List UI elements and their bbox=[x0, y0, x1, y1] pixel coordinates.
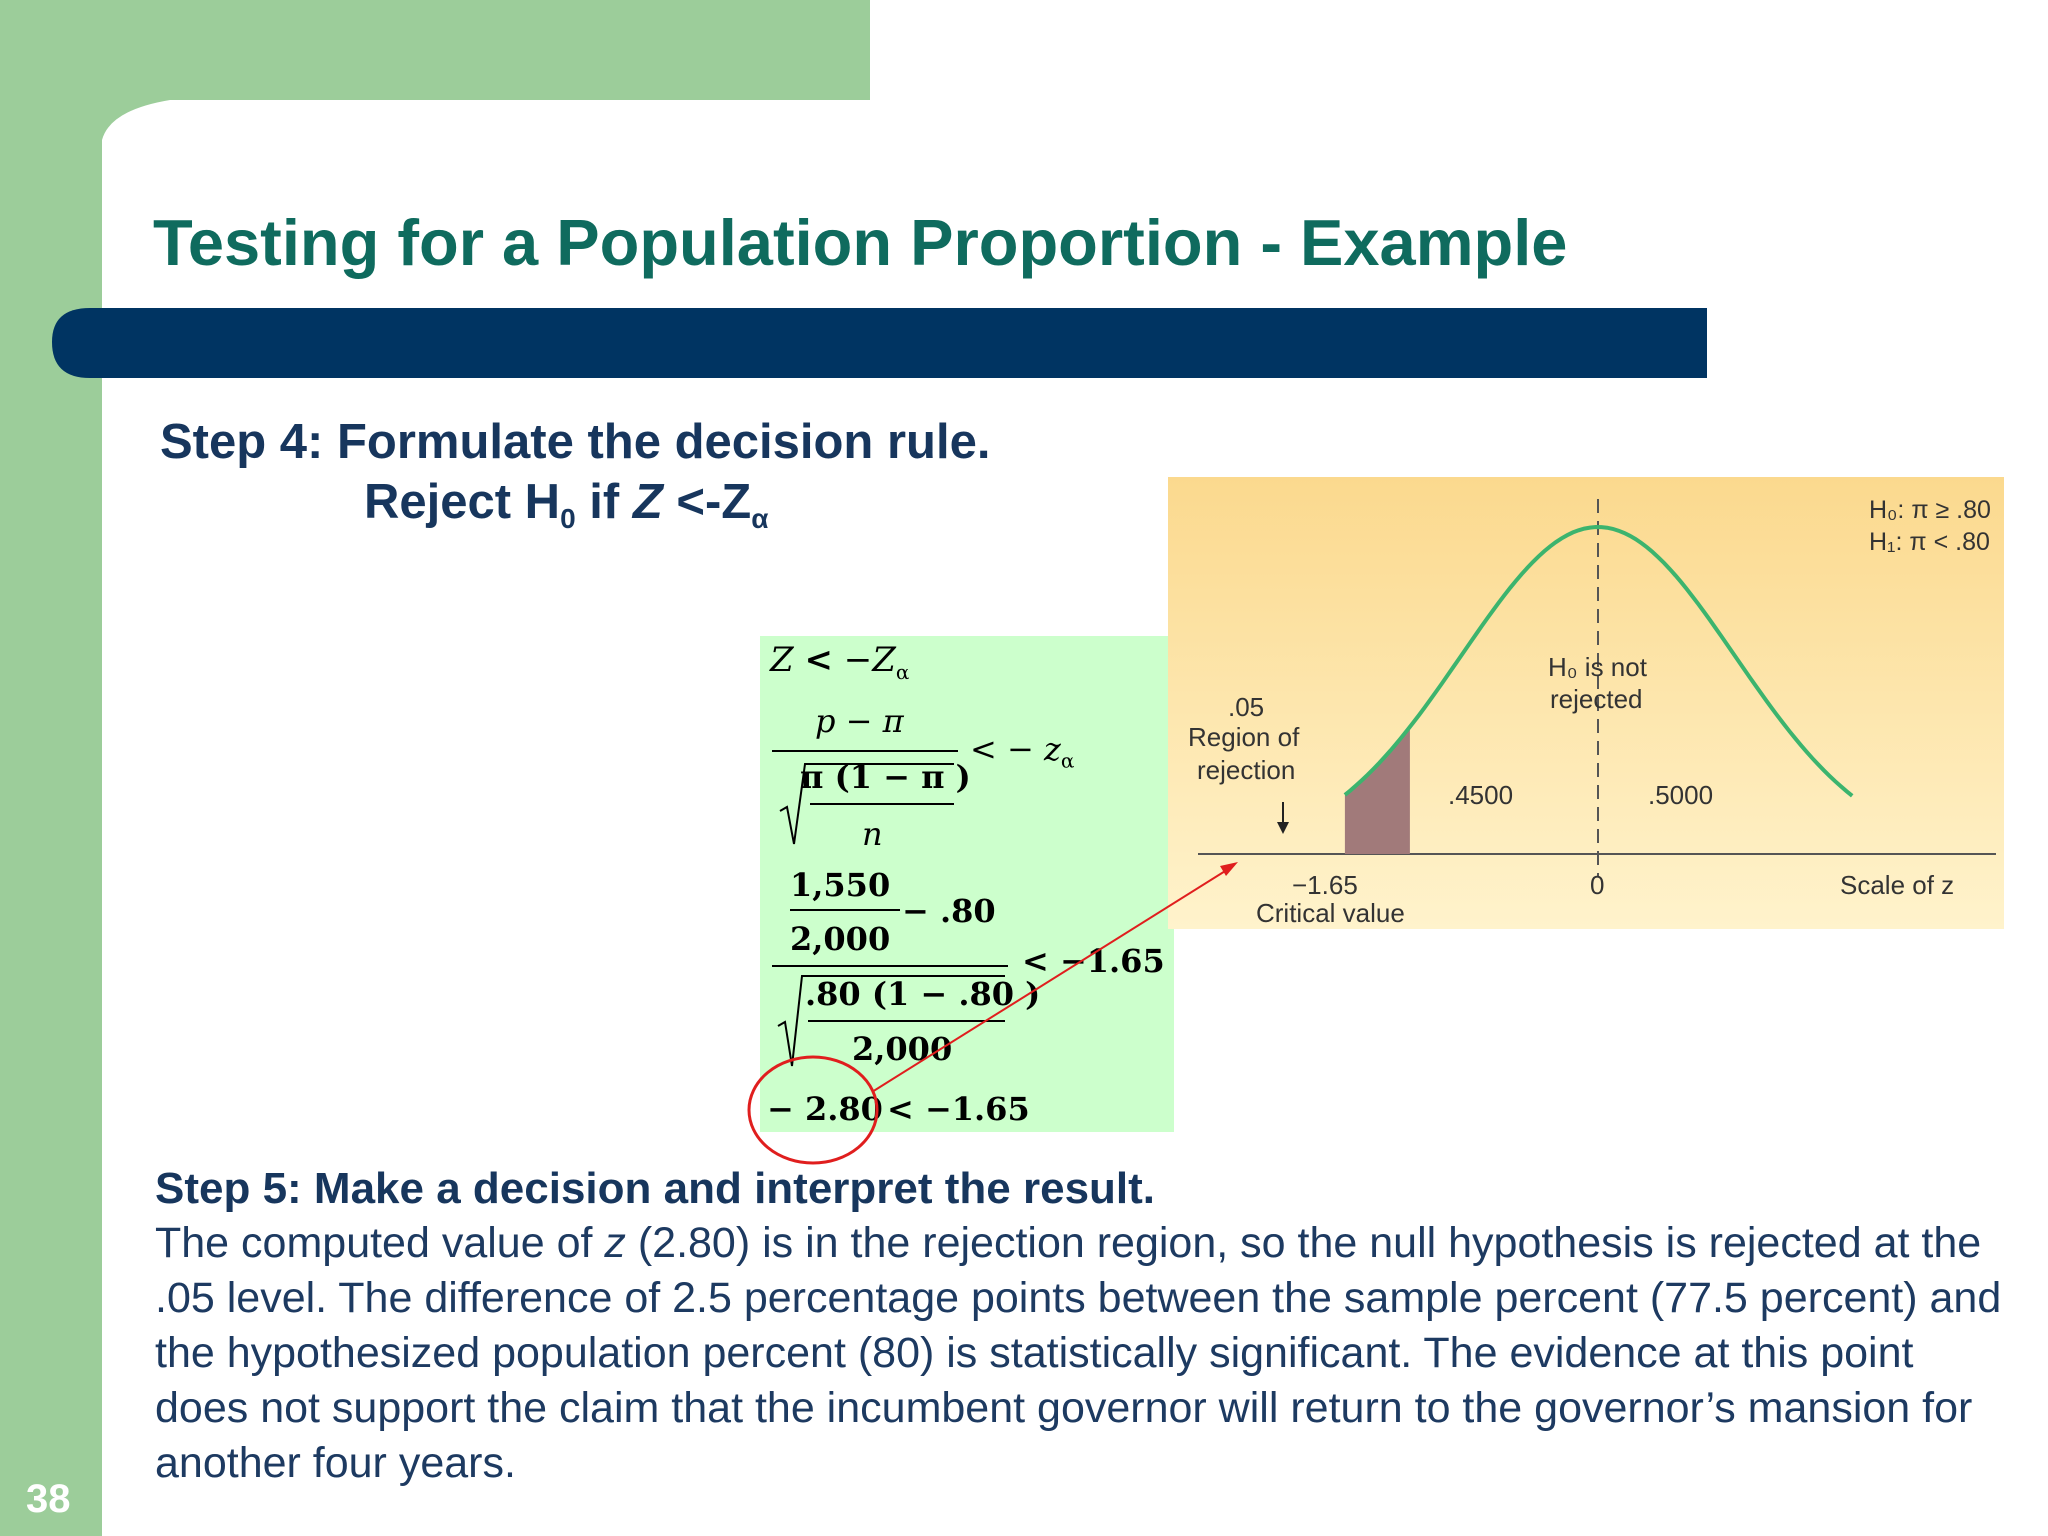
result-arrow bbox=[872, 868, 1230, 1092]
formula-minus-80: − .80 bbox=[902, 892, 996, 930]
not-rejected-label-1: H₀ is not bbox=[1548, 652, 1647, 682]
formula-rhs-text: < − z bbox=[970, 730, 1061, 768]
rule-subscript-0: 0 bbox=[560, 503, 576, 534]
zero-label: 0 bbox=[1590, 870, 1605, 900]
formula-1550: 1,550 bbox=[790, 866, 891, 904]
result-circle bbox=[749, 1057, 877, 1163]
formula-z: Z bbox=[770, 640, 794, 680]
rule-middle: if bbox=[575, 475, 633, 529]
step4-heading: Step 4: Formulate the decision rule. bbox=[160, 415, 991, 469]
result-arrow-head bbox=[1220, 862, 1238, 876]
interpretation-text bbox=[155, 1216, 2005, 1491]
critical-value-label: Critical value bbox=[1256, 898, 1405, 928]
not-rejected-label-2: rejected bbox=[1550, 684, 1643, 714]
h0-label: H₀: π ≥ .80 bbox=[1869, 496, 1991, 524]
region-label-1: Region of bbox=[1188, 722, 1300, 752]
step5-heading: Step 5: Make a decision and interpret the result. bbox=[155, 1164, 1156, 1213]
interpretation-z: z bbox=[604, 1219, 626, 1267]
rule-prefix: Reject H bbox=[364, 475, 561, 529]
formula-alpha-sub: α bbox=[895, 659, 910, 684]
formula-2000: 2,000 bbox=[790, 920, 891, 958]
page-title: Testing for a Population Proportion - Example bbox=[153, 206, 1568, 279]
formula-lt: < bbox=[804, 640, 833, 680]
formula-den-values: .80 (1 − .80 ) bbox=[805, 975, 1041, 1013]
critical-value-number: −1.65 bbox=[1292, 870, 1358, 900]
formula-numerator: p − π bbox=[815, 702, 904, 740]
h1-label: H₁: π < .80 bbox=[1869, 528, 1990, 556]
interpretation-part-b: (2.80) is in the rejection region, so the null hypothesis is rejected at the .05 level. The difference of 2.5 percentage points between the sample percent (77.5 percent) and the hypothesized population percent (80) is statistically significant. The evidence at this point does not support the claim that the incumbent governor will return to the governor’s mansion for another four years. bbox=[155, 1219, 2002, 1487]
formula-denominator: π (1 − π ) bbox=[800, 758, 971, 796]
interpretation-part-a: The computed value of bbox=[155, 1219, 605, 1267]
region-label-2: rejection bbox=[1197, 755, 1296, 785]
formula-n: n bbox=[862, 815, 883, 853]
alpha-label: .05 bbox=[1228, 692, 1265, 722]
formula-result-value: − 2.80 bbox=[767, 1090, 883, 1128]
scale-label: Scale of z bbox=[1840, 870, 1955, 900]
rule-op: <-Z bbox=[662, 475, 752, 529]
area-left-label: .4500 bbox=[1448, 780, 1514, 810]
formula-den-2000: 2,000 bbox=[852, 1030, 953, 1068]
formula-rhs-165: < −1.65 bbox=[1022, 942, 1165, 980]
rule-z: Z bbox=[632, 475, 663, 529]
rule-subscript-alpha: α bbox=[751, 503, 769, 534]
formula-rhs-sub: α bbox=[1060, 748, 1075, 773]
slide-number: 38 bbox=[26, 1477, 71, 1521]
formula-zalpha: −Z bbox=[843, 640, 896, 680]
formula-result-rhs: < −1.65 bbox=[887, 1090, 1030, 1128]
area-right-label: .5000 bbox=[1648, 780, 1714, 810]
